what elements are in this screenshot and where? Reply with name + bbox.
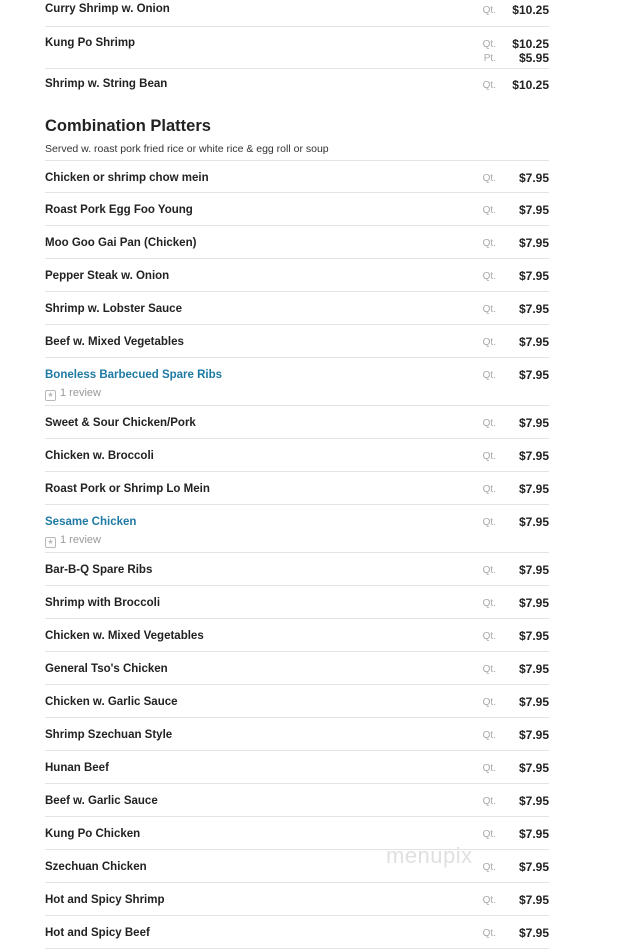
portion-size-label: Qt. [482,928,496,939]
menu-item-name: Curry Shrimp w. Onion [45,3,170,15]
portion-size-label: Qt. [482,598,496,609]
menu-item-name: Shrimp w. Lobster Sauce [45,303,182,315]
menu-item-name: Roast Pork or Shrimp Lo Mein [45,483,210,495]
menu-item-name: Bar-B-Q Spare Ribs [45,564,153,576]
menu-item-price: $7.95 [518,794,549,808]
menu-item-link[interactable]: Boneless Barbecued Spare Ribs [45,369,223,381]
portion-size-label: Qt. [482,730,496,741]
menu-item [45,358,549,406]
portion-size-label: Qt. [482,80,496,91]
menu-item-name: Sweet & Sour Chicken/Pork [45,417,196,429]
menu-item-price: $7.95 [518,302,549,316]
menu-item [45,69,549,102]
portion-size-label: Qt. [482,565,496,576]
portion-size-label: Qt. [482,337,496,348]
portion-size-label: Qt. [482,418,496,429]
menu-item-price: $7.95 [518,482,549,496]
menu-item-name: Chicken w. Broccoli [45,450,154,462]
menu-item-price: $7.95 [518,827,549,841]
menu-item-name: Chicken w. Garlic Sauce [45,696,178,708]
menu-item-price: $7.95 [518,695,549,709]
review-count-text: 1 review [60,534,101,546]
menu-item [45,406,549,439]
menu-item-price: $10.25 [512,37,549,51]
menu-item [45,619,549,652]
menu-item-price: $10.25 [512,3,549,17]
portion-size-label: Qt. [482,895,496,906]
menu-item [45,292,549,325]
portion-size-label: Qt. [482,271,496,282]
section-description: Served w. roast pork fried rice or white rice & egg roll or soup [45,143,329,155]
portion-size-label: Qt. [482,631,496,642]
menu-item [45,652,549,685]
menu-item-price: $7.95 [518,515,549,529]
watermark: menupix [386,843,473,868]
portion-size-label: Qt. [482,304,496,315]
section-title: Combination Platters [45,117,211,135]
menu-item-price: $7.95 [518,761,549,775]
portion-size-label: Qt. [482,5,496,16]
menu-item-price: $7.95 [518,629,549,643]
menu-item-price: $7.95 [518,368,549,382]
portion-size-label: Qt. [482,862,496,873]
menu-item-name: Hot and Spicy Beef [45,927,150,939]
menu-item [45,0,549,27]
menu-item [45,718,549,751]
portion-size-label: Qt. [482,39,496,50]
menu-item [45,439,549,472]
portion-size-label: Qt. [482,238,496,249]
menu-item-name: Szechuan Chicken [45,861,147,873]
menu-item-price: $7.95 [518,335,549,349]
portion-size-label: Qt. [482,829,496,840]
portion-size-label: Qt. [482,173,496,184]
menu-item-name: Shrimp with Broccoli [45,597,161,609]
menu-item-price: $10.25 [512,78,549,92]
portion-size-label: Qt. [482,370,496,381]
menu-item-name: Beef w. Garlic Sauce [45,795,158,807]
menu-item-price: $7.95 [518,893,549,907]
menu-item-name: Chicken or shrimp chow mein [45,172,209,184]
menu-item-name: General Tso's Chicken [45,663,168,675]
portion-size-label: Qt. [482,517,496,528]
menu-item-price: $7.95 [518,662,549,676]
portion-size-label: Qt. [482,664,496,675]
portion-size-label: Qt. [482,796,496,807]
menu-item-name: Moo Goo Gai Pan (Chicken) [45,237,197,249]
menu-item-name: Pepper Steak w. Onion [45,270,170,282]
menu-item-name: Kung Po Shrimp [45,37,136,49]
menu-item [45,505,549,553]
menu-item-price: $7.95 [518,236,549,250]
menu-item-price: $7.95 [518,926,549,940]
menu-item-price: $7.95 [518,860,549,874]
menu-item-name: Beef w. Mixed Vegetables [45,336,184,348]
menu-item [45,193,549,226]
review-count[interactable] [45,534,101,548]
menu-item [45,325,549,358]
menu-item-price: $7.95 [518,596,549,610]
menu-item [45,472,549,505]
menu-item-name: Hot and Spicy Shrimp [45,894,165,906]
menu-item [45,685,549,718]
star-icon: ★ [45,537,56,548]
menu-item-name: Hunan Beef [45,762,109,774]
menu-item-link[interactable]: Sesame Chicken [45,516,137,528]
menu-item-price: $7.95 [518,269,549,283]
menu-item-price: $5.95 [518,51,549,65]
menu-item [45,850,549,883]
portion-size-label: Qt. [482,697,496,708]
portion-size-label: Qt. [482,484,496,495]
portion-size-label: Qt. [482,451,496,462]
star-icon: ★ [45,390,56,401]
review-count[interactable] [45,387,101,401]
menu-item [45,160,549,193]
menu-item-name: Roast Pork Egg Foo Young [45,204,193,216]
menu-item [45,883,549,916]
menu-item [45,751,549,784]
portion-size-label: Pt. [483,53,496,64]
menu-item [45,27,549,69]
menu-item [45,916,549,949]
menu-item-price: $7.95 [518,416,549,430]
menu-item-price: $7.95 [518,449,549,463]
menu-item [45,586,549,619]
menu-item [45,259,549,292]
menu-item [45,226,549,259]
menu-item-name: Shrimp Szechuan Style [45,729,173,741]
review-count-text: 1 review [60,387,101,399]
menu-item [45,553,549,586]
menu-item [45,784,549,817]
menu-item-price: $7.95 [518,203,549,217]
portion-size-label: Qt. [482,763,496,774]
menu-item [45,817,549,850]
menu-item-name: Chicken w. Mixed Vegetables [45,630,204,642]
menu-item-name: Kung Po Chicken [45,828,141,840]
menu-item-price: $7.95 [518,171,549,185]
menu-item-name: Shrimp w. String Bean [45,78,168,90]
portion-size-label: Qt. [482,205,496,216]
menu-item-price: $7.95 [518,563,549,577]
menu-item-price: $7.95 [518,728,549,742]
